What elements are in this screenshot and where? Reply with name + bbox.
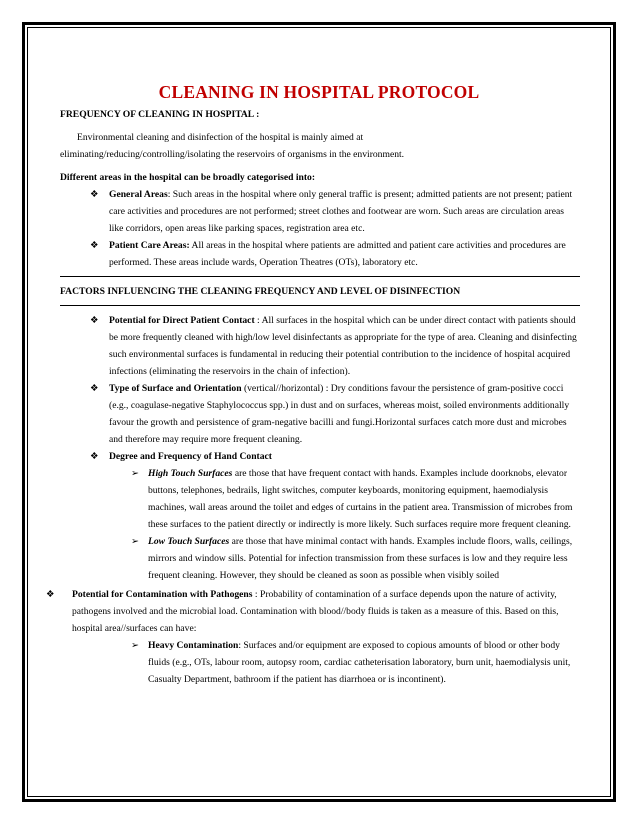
factor-text: : All surfaces in the hospital which can be under direct contact with patients should be more frequently cleaned with high/low level disinfectants as appropriate for the type of area. Cleaning and disinfecting such environmental surfaces is fundamental in reducing their potential contribution to the incidence of hospital acquired infections (eliminating the reservoirs in the chain of infection). (109, 315, 577, 377)
hand-contact-label: High Touch Surfaces (148, 468, 233, 479)
diamond-bullet-icon: ❖ (90, 240, 99, 251)
hand-contact-low-touch (60, 533, 580, 584)
area-label: Patient Care Areas: (109, 240, 190, 251)
contamination-sub-label: Heavy Contamination (148, 640, 239, 651)
contamination-item (46, 586, 580, 637)
frequency-heading: FREQUENCY OF CLEANING IN HOSPITAL : (60, 109, 260, 120)
hand-contact-label: Low Touch Surfaces (148, 536, 230, 547)
area-item-general (60, 186, 580, 237)
factor-item-direct-contact (60, 312, 580, 380)
arrow-bullet-icon: ➢ (131, 640, 140, 651)
factor-item-hand-contact (60, 448, 580, 465)
areas-heading: Different areas in the hospital can be broadly categorised into: (60, 172, 316, 183)
area-label: General Areas (109, 189, 168, 200)
factor-text: (vertical//horizontal) : Dry conditions favour the persistence of gram-positive cocci (e.g., coagulase-negative Staphylococcus spp.) in dust and on surfaces, whereas moist, soiled environments additionally favour the growth and persistence of gram-negative bacilli and fungi.Horizontal surfaces catch more dust and microbes and therefore may require more frequent cleaning. (109, 383, 570, 445)
hand-contact-text: are those that have frequent contact with hands. Examples include doorknobs, elevator buttons, telephones, bedrails, light switches, computer keyboards, monitoring equipment, haemodialysis machines, wall areas around the toilet and edges of curtains in the patient area. Transmission of microbes from these surfaces to the patient directly or indirectly is more likely. Such surfaces require more frequent cleaning. (148, 468, 573, 530)
factor-item-surface-type (60, 380, 580, 448)
intro-line-1: Environmental cleaning and disinfection of the hospital is mainly aimed at (77, 132, 364, 143)
factor-label: Type of Surface and Orientation (109, 383, 242, 394)
intro-line-2: eliminating/reducing/controlling/isolating the reservoirs of organisms in the environment. (60, 149, 405, 160)
contamination-sub-text: : Surfaces and/or equipment are exposed to copious amounts of blood or other body fluids (e.g., OTs, labour room, autopsy room, cardiac catheterisation laboratory, burn unit, haemodialysis unit, Casualty Department, bathroom if the patient has diarrhoea or is incontinent). (148, 640, 571, 685)
arrow-bullet-icon: ➢ (131, 536, 140, 547)
hand-contact-high-touch (60, 465, 580, 533)
area-text: : Such areas in the hospital where only general traffic is present; admitted patients are not present; patient care activities and procedures are not performed; street clothes and footwear are worn. Such areas are circulation areas like corridors, open areas like parking spaces, registration area etc. (109, 189, 573, 234)
factors-heading: FACTORS INFLUENCING THE CLEANING FREQUENCY AND LEVEL OF DISINFECTION (60, 286, 461, 297)
area-item-patient-care (60, 237, 580, 271)
arrow-bullet-icon: ➢ (131, 468, 140, 479)
contamination-label: Potential for Contamination with Pathogens (72, 589, 253, 600)
diamond-bullet-icon: ❖ (90, 383, 99, 394)
contamination-text: : Probability of contamination of a surface depends upon the nature of activity, pathogens involved and the microbial load. Contamination with blood//body fluids is taken as a measure of this. Based on this, hospital area//surfaces can have: (72, 589, 559, 634)
document-title: CLEANING IN HOSPITAL PROTOCOL (158, 82, 480, 102)
contamination-heavy (60, 637, 580, 688)
document-body (46, 106, 580, 688)
diamond-bullet-icon: ❖ (46, 589, 55, 600)
section-divider (60, 276, 580, 277)
area-text: All areas in the hospital where patients are admitted and patient care activities and procedures are performed. These areas include wards, Operation Theatres (OTs), laboratory etc. (109, 240, 566, 268)
diamond-bullet-icon: ❖ (90, 315, 99, 326)
section-divider (60, 305, 580, 306)
factor-label: Degree and Frequency of Hand Contact (109, 451, 272, 462)
hand-contact-text: are those that have minimal contact with hands. Examples include floors, walls, ceilings, mirrors and window sills. Potential for infection transmission from these surfaces is low and they require less frequent cleaning. However, they should be cleaned as soon as possible when visibly soiled (148, 536, 573, 581)
diamond-bullet-icon: ❖ (90, 451, 99, 462)
factor-label: Potential for Direct Patient Contact (109, 315, 255, 326)
diamond-bullet-icon: ❖ (90, 189, 99, 200)
